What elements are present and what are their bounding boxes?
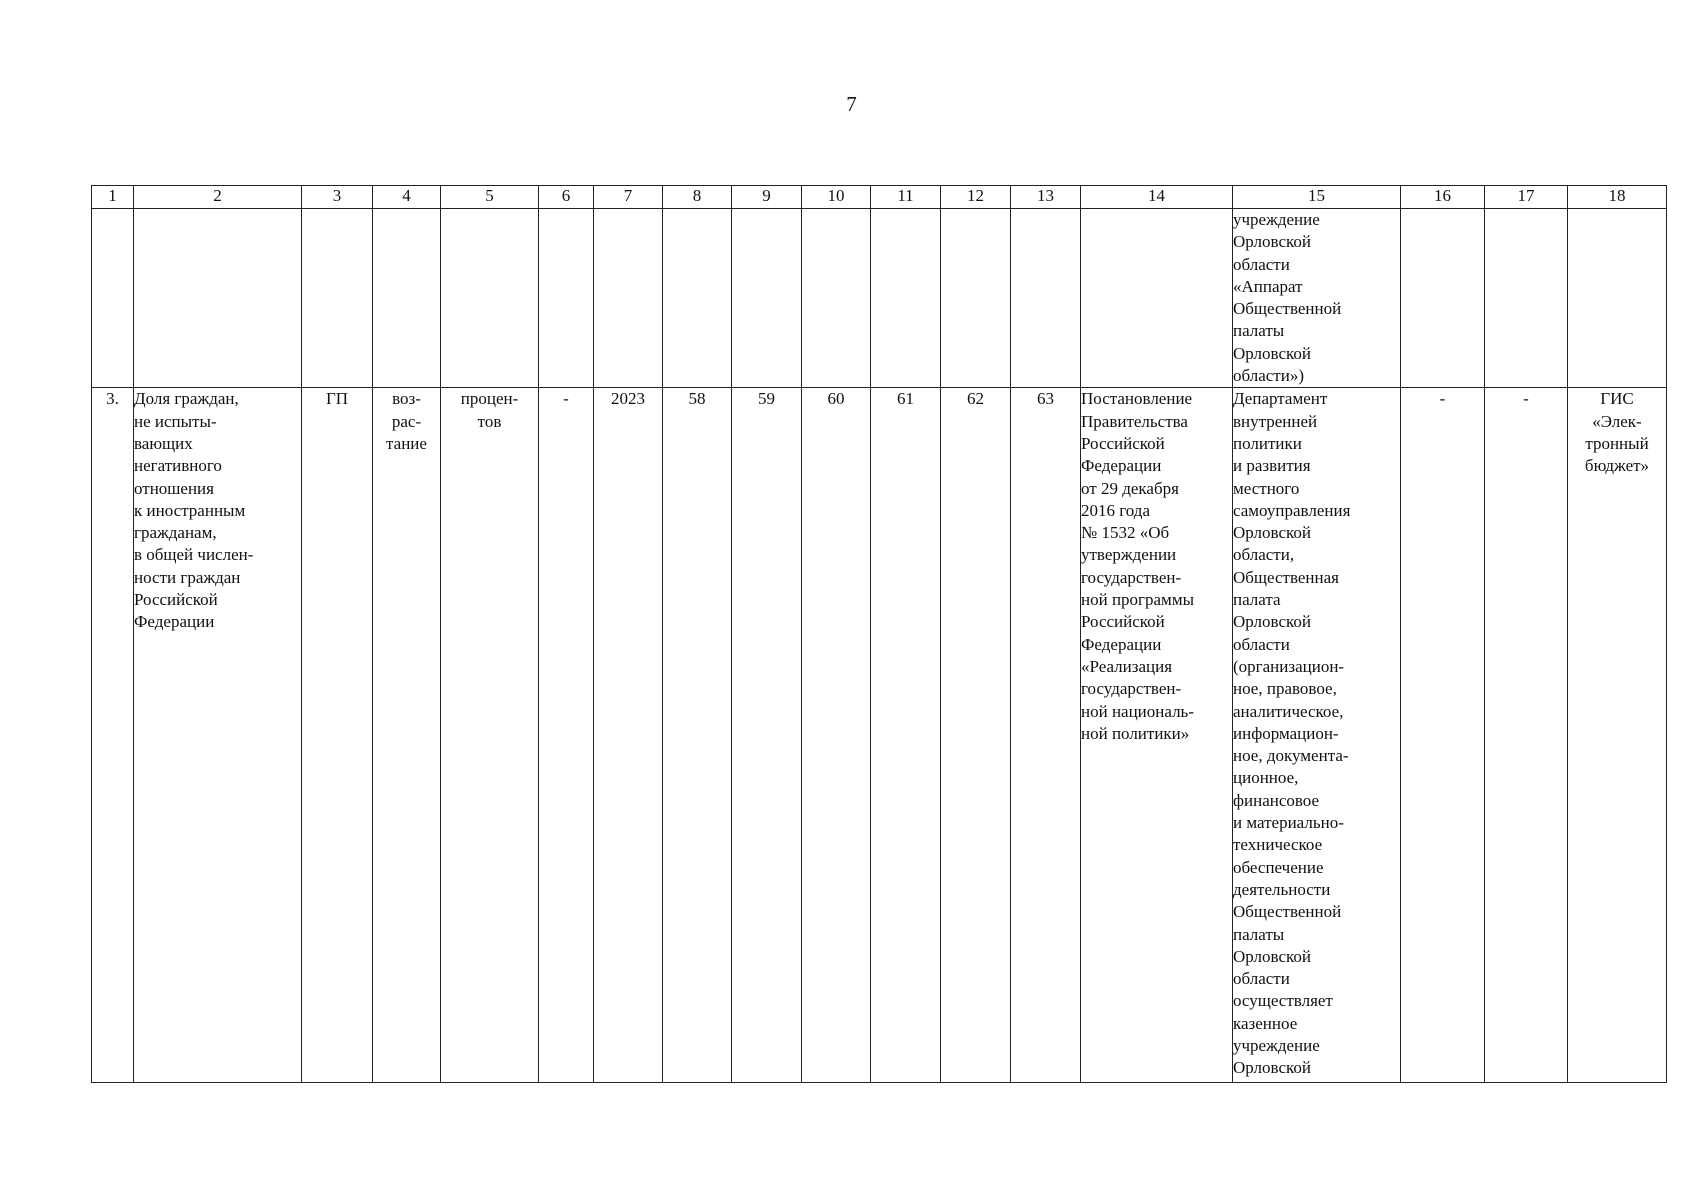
column-header: 7: [594, 186, 663, 209]
link-cell: [1401, 388, 1485, 1083]
value-cell: [871, 388, 941, 1083]
value-cell: [941, 388, 1011, 1083]
column-header: 9: [732, 186, 802, 209]
cell-text: ГИС «Элек- тронный бюджет»: [1584, 389, 1650, 476]
cell-text: 2023: [611, 389, 645, 409]
column-header: 4: [373, 186, 441, 209]
table-cell: [594, 209, 663, 388]
cell-text: воз- рас- тание: [386, 389, 427, 453]
unit-cell: [441, 388, 539, 1083]
indicator-name-cell: [134, 388, 302, 1083]
cell-text: 63: [1037, 389, 1054, 409]
column-header: 10: [802, 186, 871, 209]
document-cell: [1081, 388, 1233, 1083]
cell-text: 58: [688, 389, 706, 409]
responsible-executor-cell: [1233, 388, 1401, 1083]
table-cell: [441, 209, 539, 388]
column-header: 6: [539, 186, 594, 209]
indicator-type-cell: [302, 388, 373, 1083]
link-cell: [1485, 388, 1568, 1083]
row-number-cell: [92, 388, 134, 1083]
value-cell: [732, 388, 802, 1083]
value-cell: [1011, 388, 1081, 1083]
table-cell: [1011, 209, 1081, 388]
column-header: 12: [941, 186, 1011, 209]
column-header: 17: [1485, 186, 1568, 209]
base-value-cell: [539, 388, 594, 1083]
cell-text: 62: [967, 389, 984, 409]
table-cell: [539, 209, 594, 388]
indicators-table: [91, 185, 1667, 1083]
cell-text: 61: [897, 389, 914, 409]
responsible-executor-continued-cell: [1233, 209, 1401, 388]
table-cell: [134, 209, 302, 388]
cell-text: -: [563, 389, 569, 409]
column-header: 2: [134, 186, 302, 209]
value-cell: [663, 388, 732, 1083]
base-year-cell: [594, 388, 663, 1083]
trend-cell: [373, 388, 441, 1083]
cell-text: -: [1523, 389, 1529, 409]
column-header: 8: [663, 186, 732, 209]
table-cell: [92, 209, 134, 388]
column-header: 5: [441, 186, 539, 209]
cell-text: 3.: [106, 389, 119, 409]
table-cell: [802, 209, 871, 388]
column-header: 3: [302, 186, 373, 209]
column-header: 15: [1233, 186, 1401, 209]
cell-text: Департамент внутренней политики и развития местного самоуправления Орловской области, Общественная палата Орловской области (организацион- ное, правовое, аналитическое, информацион- ное, документа- ционное, финансовое и материально- техническое обеспечение деятельности Общественной палаты Орловской области осуществляет казенное учреждение Орловской: [1233, 389, 1351, 1078]
column-header: 11: [871, 186, 941, 209]
page-number: 7: [846, 92, 857, 116]
column-header: 13: [1011, 186, 1081, 209]
table-cell: [1401, 209, 1485, 388]
table-cell: [732, 209, 802, 388]
cell-text: 59: [758, 389, 775, 409]
table-cell: [373, 209, 441, 388]
cell-text: учреждение Орловской области «Аппарат Общественной палаты Орловской области»): [1233, 210, 1342, 386]
column-number-row: [92, 186, 1667, 209]
table-cell: [302, 209, 373, 388]
information-system-cell: [1568, 388, 1667, 1083]
table-cell: [871, 209, 941, 388]
table-cell: [941, 209, 1011, 388]
cell-text: -: [1439, 389, 1446, 409]
cell-text: ГП: [325, 389, 349, 409]
column-header: 14: [1081, 186, 1233, 209]
column-header: 1: [92, 186, 134, 209]
table-cell: [1568, 209, 1667, 388]
cell-text: Доля граждан, не испыты- вающих негативного отношения к иностранным гражданам, в общей числен- ности граждан Российской Федерации: [134, 389, 254, 632]
value-cell: [802, 388, 871, 1083]
cell-text: процен- тов: [460, 389, 519, 431]
table-cell: [1081, 209, 1233, 388]
column-header: 18: [1568, 186, 1667, 209]
cell-text: 60: [827, 389, 845, 409]
column-header: 16: [1401, 186, 1485, 209]
table-row-3: [92, 388, 1667, 1083]
table-row-continued: [92, 209, 1667, 388]
table-cell: [663, 209, 732, 388]
cell-text: Постановление Правительства Российской Федерации от 29 декабря 2016 года № 1532 «Об утверждении государствен- ной программы Российской Федерации «Реализация государствен- ной националь- ной политики»: [1081, 389, 1194, 743]
table-cell: [1485, 209, 1568, 388]
